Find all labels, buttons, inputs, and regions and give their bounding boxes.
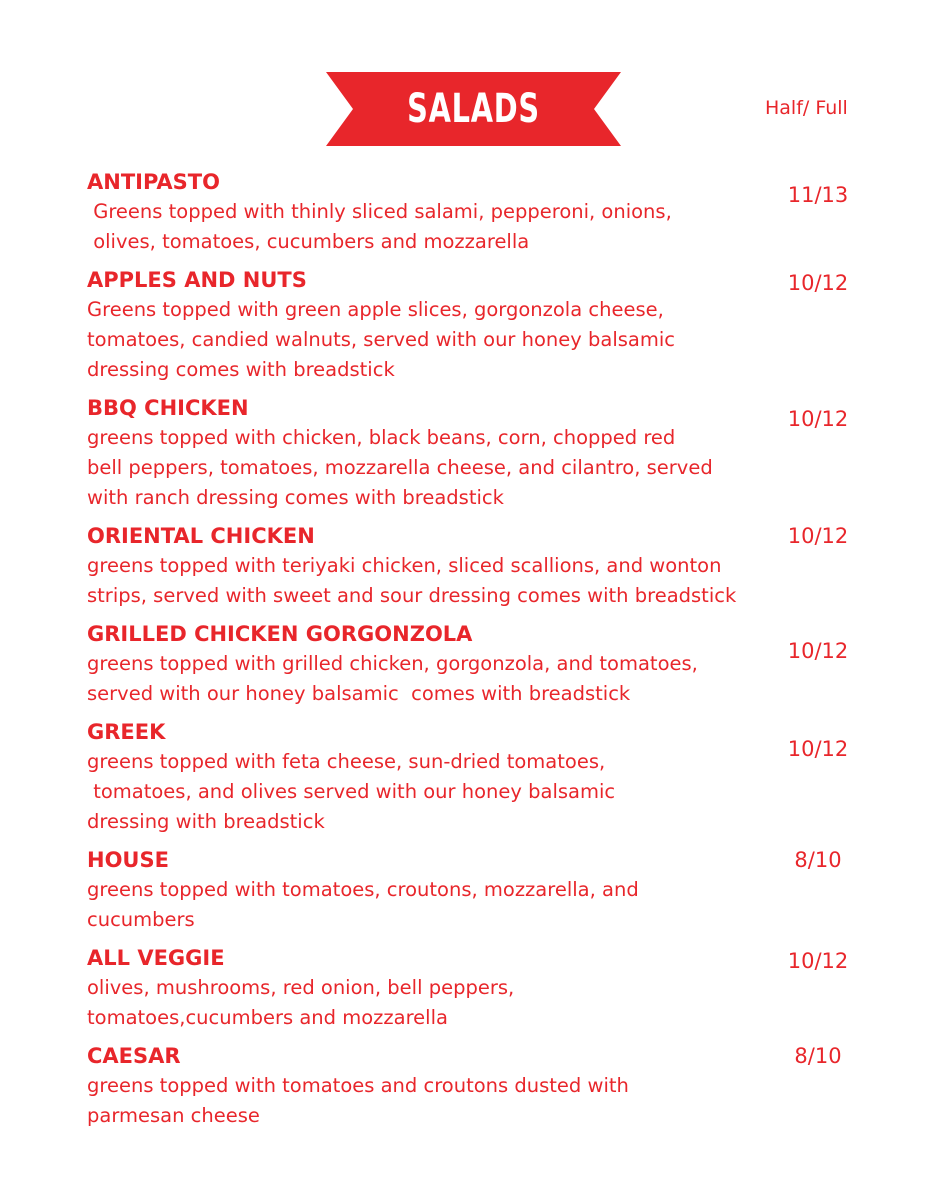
item-price: 8/10 bbox=[794, 1044, 842, 1068]
item-price: 11/13 bbox=[787, 183, 849, 207]
item-name: APPLES AND NUTS bbox=[87, 268, 307, 292]
item-description: greens topped with chicken, black beans, corn, chopped red bell peppers, tomatoes, mozzarella cheese, and cilantro, served with ranch dressing comes with breadstick bbox=[87, 426, 713, 509]
item-name: ANTIPASTO bbox=[87, 170, 220, 194]
menu-item bbox=[87, 167, 827, 257]
item-price: 10/12 bbox=[787, 407, 849, 431]
menu-item bbox=[87, 393, 827, 513]
menu-item bbox=[87, 845, 827, 935]
item-price: 10/12 bbox=[787, 949, 849, 973]
price-size-header: Half/ Full bbox=[765, 97, 848, 119]
item-price: 10/12 bbox=[787, 737, 849, 761]
item-description: greens topped with teriyaki chicken, sliced scallions, and wonton strips, served with sweet and sour dressing comes with breadstick bbox=[87, 554, 737, 607]
menu-item bbox=[87, 1041, 827, 1131]
item-name: GREEK bbox=[87, 720, 166, 744]
item-name: BBQ CHICKEN bbox=[87, 396, 249, 420]
item-name: ALL VEGGIE bbox=[87, 946, 225, 970]
item-description: greens topped with feta cheese, sun-dried tomatoes, tomatoes, and olives served with our honey balsamic dressing with breadstick bbox=[87, 750, 616, 833]
item-price: 8/10 bbox=[794, 848, 842, 872]
item-name: ORIENTAL CHICKEN bbox=[87, 524, 315, 548]
title-banner bbox=[326, 72, 621, 146]
item-description: greens topped with tomatoes, croutons, mozzarella, and cucumbers bbox=[87, 878, 639, 931]
menu-item bbox=[87, 717, 827, 837]
item-price: 10/12 bbox=[787, 524, 849, 548]
item-description: Greens topped with thinly sliced salami, pepperoni, onions, olives, tomatoes, cucumbers and mozzarella bbox=[93, 200, 672, 253]
item-description: greens topped with tomatoes and croutons dusted with parmesan cheese bbox=[87, 1074, 629, 1127]
item-description: Greens topped with green apple slices, gorgonzola cheese, tomatoes, candied walnuts, served with our honey balsamic dressing comes with breadstick bbox=[87, 298, 676, 381]
item-name: CAESAR bbox=[87, 1044, 181, 1068]
item-description: greens topped with grilled chicken, gorgonzola, and tomatoes, served with our honey balsamic comes with breadstick bbox=[87, 652, 698, 705]
menu-item bbox=[87, 619, 827, 709]
menu-item bbox=[87, 265, 827, 385]
item-name: HOUSE bbox=[87, 848, 169, 872]
item-name: GRILLED CHICKEN GORGONZOLA bbox=[87, 622, 473, 646]
menu-item bbox=[87, 521, 827, 611]
item-description: olives, mushrooms, red onion, bell peppers, tomatoes,cucumbers and mozzarella bbox=[87, 976, 515, 1029]
item-price: 10/12 bbox=[787, 639, 849, 663]
item-price: 10/12 bbox=[787, 271, 849, 295]
page-title: SALADS bbox=[407, 86, 540, 132]
menu-item bbox=[87, 943, 827, 1033]
